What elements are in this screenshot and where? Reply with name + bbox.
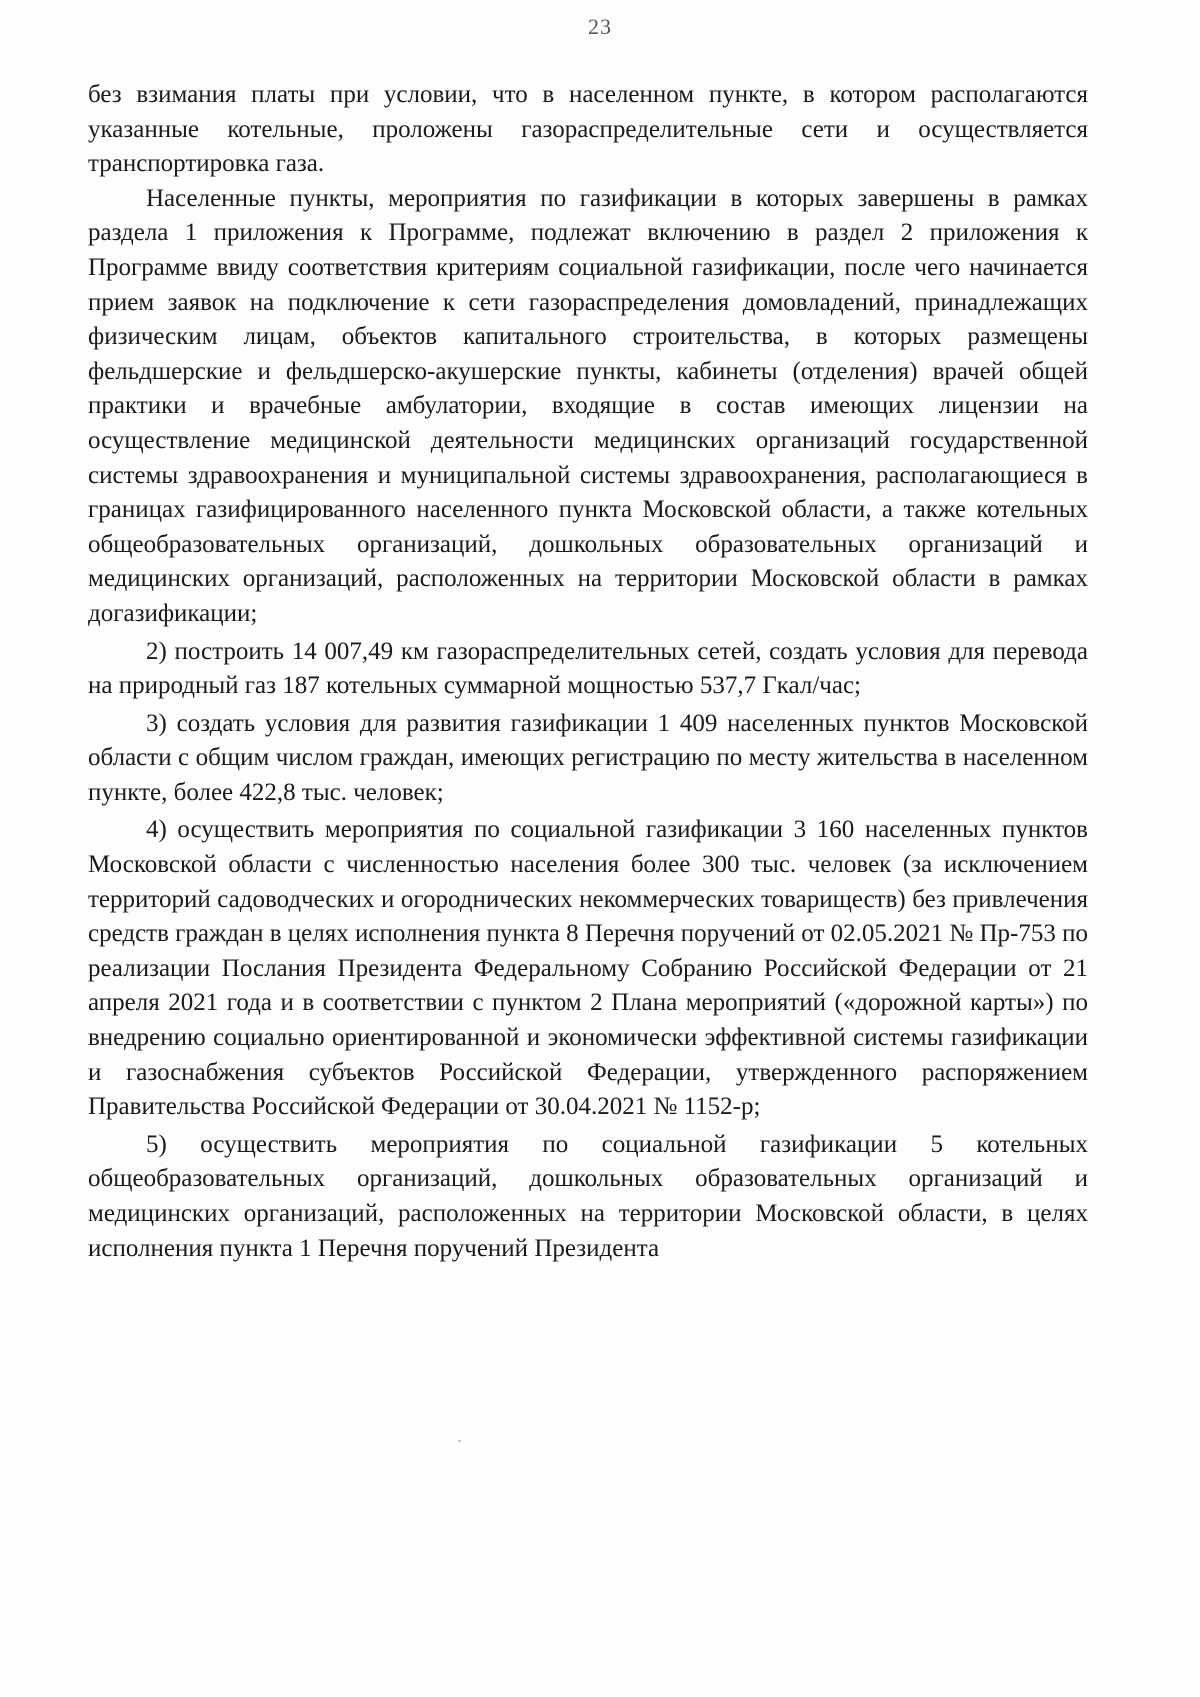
paragraph-item-4: 4) осуществить мероприятия по социальной газификации 3 160 населенных пунктов Московской области с численностью населения более 300 тыс. человек (за исключением территорий садоводческих и огороднических некоммерческих товариществ) без привлечения средств граждан в целях исполнения пункта 8 Перечня поручений от 02.05.2021 № Пр-753 по реализации Послания Президента Федеральному Собранию Российской Федерации от 21 апреля 2021 года и в соответствии с пунктом 2 Плана мероприятий («дорожной карты») по внедрению социально ориентированной и экономически эффективной системы газификации и газоснабжения субъектов Российской Федерации, утвержденного распоряжением Правительства Российской Федерации от 30.04.2021 № 1152-р; (88, 816, 1088, 1121)
paragraph-item-3: 3) создать условия для развития газификации 1 409 населенных пунктов Московской области с общим числом граждан, имеющих регистрацию по месту жительства в населенном пункте, более 422,8 тыс. человек; (88, 709, 1088, 806)
paragraph-item-2: 2) построить 14 007,49 км газораспределительных сетей, создать условия для перевода на природный газ 187 котельных суммарной мощностью 537,7 Гкал/час; (88, 637, 1088, 700)
paragraph-item-5: 5) осуществить мероприятия по социальной газификации 5 котельных общеобразовательных организаций, дошкольных образовательных организаций и медицинских организаций, расположенных на территории Московской области, в целях исполнения пункта 1 Перечня поручений Президента (88, 1130, 1088, 1262)
paragraph-settlements: Населенные пункты, мероприятия по газификации в которых завершены в рамках раздела 1 приложения к Программе, подлежат включению в раздел 2 приложения к Программе ввиду соответствия критериям социальной газификации, после чего начинается прием заявок на подключение к сети газораспределения домовладений, принадлежащих физическим лицам, объектов капитального строительства, в которых размещены фельдшерские и фельдшерско-акушерские пункты, кабинеты (отделения) врачей общей практики и врачебные амбулатории, входящие в состав имеющих лицензии на осуществление медицинской деятельности медицинских организаций государственной системы здравоохранения и муниципальной системы здравоохранения, располагающиеся в границах газифицированного населенного пункта Московской области, а также котельных общеобразовательных организаций, дошкольных образовательных организаций и медицинских организаций, расположенных на территории Московской области в рамках догазификации; (88, 184, 1088, 627)
page-number: 23 (588, 14, 612, 39)
document-body (88, 78, 1088, 1266)
paragraph-continuation: без взимания платы при условии, что в населенном пункте, в котором располагаются указанные котельные, проложены газораспределительные сети и осуществляется транспортировка газа. (88, 81, 1088, 178)
scan-speck (458, 1440, 461, 1442)
